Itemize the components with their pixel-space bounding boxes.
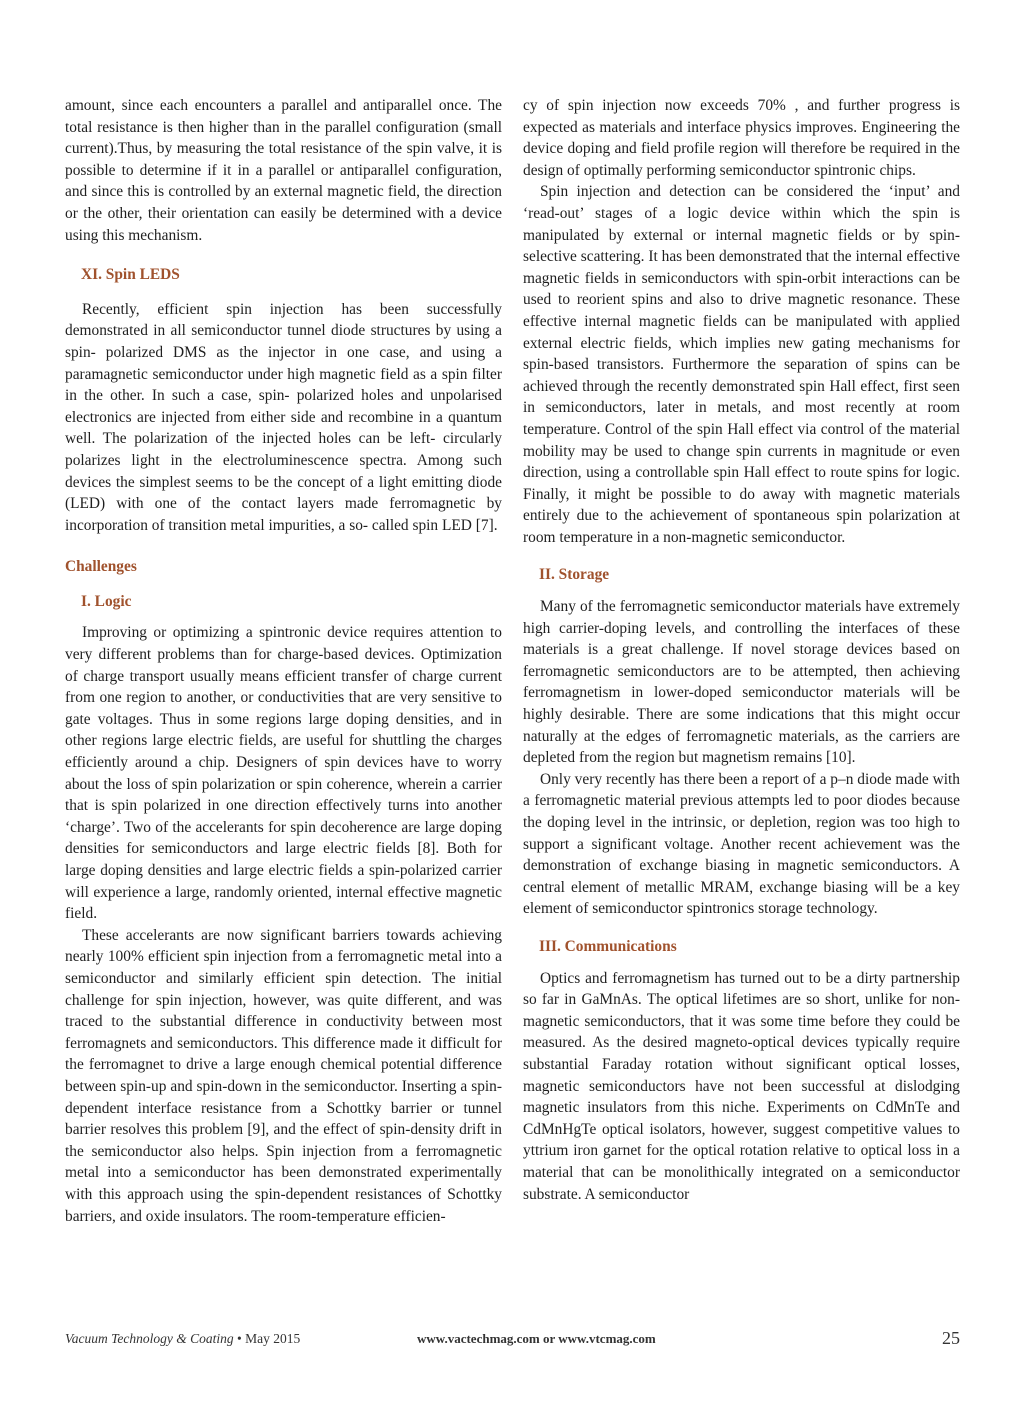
journal-name: Vacuum Technology & Coating (65, 1331, 234, 1346)
heading-spin-leds: XI. Spin LEDS (81, 266, 180, 284)
left-column (65, 95, 502, 1227)
page-footer (65, 1328, 960, 1352)
heading-logic: I. Logic (81, 592, 132, 610)
footer-url: www.vactechmag.com or www.vtcmag.com (417, 1331, 656, 1346)
paragraph-spin-injection: Spin injection and detection can be considered the ‘input’ and ‘read-out’ stages of a logic device within which the spin is manipulated by external or internal magnetic fields or by spin-selective scattering. It has been demonstrated that the internal effective magnetic fields in semiconductors with spin-orbit interactions can be used to reorient spins and also to drive magnetic resonance. These effective internal magnetic fields can be manipulated with applied external electric fields, which implies new gating mechanisms for spin-based transistors. Furthermore the separation of spins can be achieved through the recently demonstrated spin Hall effect, first seen in semiconductors, later in metals, and most recently at room temperature. Control of the spin Hall effect via control of the material mobility may be used to change spin currents in magnitude or even direction, using a controllable spin Hall effect to route spins for logic. Finally, it might be possible to do away with magnetic materials entirely due to the achievement of spontaneous spin polarization at room temperature in a non-magnetic semiconductor. (523, 183, 960, 546)
paragraph-intro: amount, since each encounters a parallel and antiparallel once. The total resistance is then higher than in the parallel configuration (small current).Thus, by measuring the total resistance of the spin valve, it is possible to determine if it in a parallel or antiparallel configuration, and since this is controlled by an external magnetic field, the direction or the other, their orientation can easily be determined with a device using this mechanism. (65, 97, 502, 244)
paragraph-communications: Optics and ferromagnetism has turned out to be a dirty partnership so far in GaMnAs. The optical lifetimes are so short, unlike for non-magnetic semiconductors, that it was some time before they could be measured. As the desired magneto-optical devices typically require substantial Faraday rotation without significant optical losses, magnetic semiconductors have not been successful at dislodging magnetic insulators from this niche. Experiments on CdMnTe and CdMnHgTe optical isolators, however, suggest competitive values to yttrium iron garnet for the optical rotation relative to optical loss in a material that can be monolithically integrated on a semiconductor substrate. A semiconductor (523, 969, 960, 1203)
footer-date: May 2015 (245, 1331, 301, 1346)
paragraph-spin-leds: Recently, efficient spin injection has been successfully demonstrated in all semiconductor tunnel diode structures by using a spin- polarized DMS as the injector in one case, and using a paramagnetic semiconductor under high magnetic field as a spin filter in the other. In such a case, spin- polarized holes and unpolarised electronics are injected from either side and recombine in a quantum well. The polarization of the injected holes can be left- circularly polarizes light in the electroluminescence spectra. Among such devices the simplest seems to be the concept of a light emitting diode (LED) with one of the contact layers made ferromagnetic by incorporation of transition metal impurities, a so- called spin LED [7]. (65, 300, 502, 534)
paragraph-storage-1: Many of the ferromagnetic semiconductor materials have extremely high carrier-doping levels, and controlling the interfaces of these materials is a great challenge. If novel storage devices based on ferromagnetic semiconductors are to be attempted, then achieving ferromagnetism in lower-doped semiconductor materials will be highly desirable. There are some indications that this might occur naturally at the edges of ferromagnetic materials, as the carriers are depleted from the region but magnetism remains [10]. (523, 598, 960, 767)
paragraph-logic-1: Improving or optimizing a spintronic device requires attention to very different problems than for charge-based devices. Optimization of charge transport usually means efficient transfer of charge current from one region to another, or conductivities that are very sensitive to gate voltages. Thus in some regions large doping densities, and in other regions large electric fields, are useful for shuttling the charges efficiently around a chip. Designers of spin devices have to worry about the loss of spin polarization or spin coherence, wherein a carrier that is spin polarized in one direction effectively turns into another ‘charge’. Two of the accelerants for spin decoherence are large doping densities for semiconductors and large electric fields [8]. Both for large doping densities and large electric fields a spin-polarized carrier will experience a large, randomly oriented, internal effective magnetic field. (65, 624, 502, 923)
heading-communications: III. Communications (539, 937, 677, 955)
heading-storage: II. Storage (539, 566, 610, 584)
right-column (523, 95, 960, 1205)
footer-bullet: • (237, 1331, 242, 1346)
paragraph-logic-2: These accelerants are now significant barriers towards achieving nearly 100% efficient spin injection from a ferromagnetic metal into a semiconductor and similarly efficient spin detection. The initial challenge for spin injection, however, was quite different, and was traced to the substantial difference in conductivity between most ferromagnets and semiconductors. This difference made it difficult for the ferromagnet to drive a large enough chemical potential difference between spin-up and spin-down in the semiconductor. Inserting a spin-dependent interface resistance from a Schottky barrier or tunnel barrier resolves this problem [9], and the effect of spin-density drift in the semiconductor also helps. Spin injection from a ferromagnetic metal into a semiconductor has been demonstrated experimentally with this approach using the spin-dependent resistances of Schottky barriers, and oxide insulators. The room-temperature efficien- (65, 926, 502, 1225)
page-number: 25 (942, 1328, 960, 1348)
paragraph-continued: cy of spin injection now exceeds 70% , and further progress is expected as materials and interface physics improves. Engineering the device doping and field profile region will therefore be required in the design of optimally performing semiconductor spintronic chips. (523, 97, 960, 179)
paragraph-storage-2: Only very recently has there been a report of a p–n diode made with a ferromagnetic material previous attempts led to poor diodes because the doping level in the intrinsic, or depletion, region was too high to support a significant voltage. Another recent achievement was the demonstration of exchange biasing in magnetic semiconductors. A central element of metallic MRAM, exchange biasing will be a key element of semiconductor spintronics storage technology. (523, 770, 960, 918)
heading-challenges: Challenges (65, 558, 137, 576)
footer-journal-info (65, 1331, 300, 1347)
